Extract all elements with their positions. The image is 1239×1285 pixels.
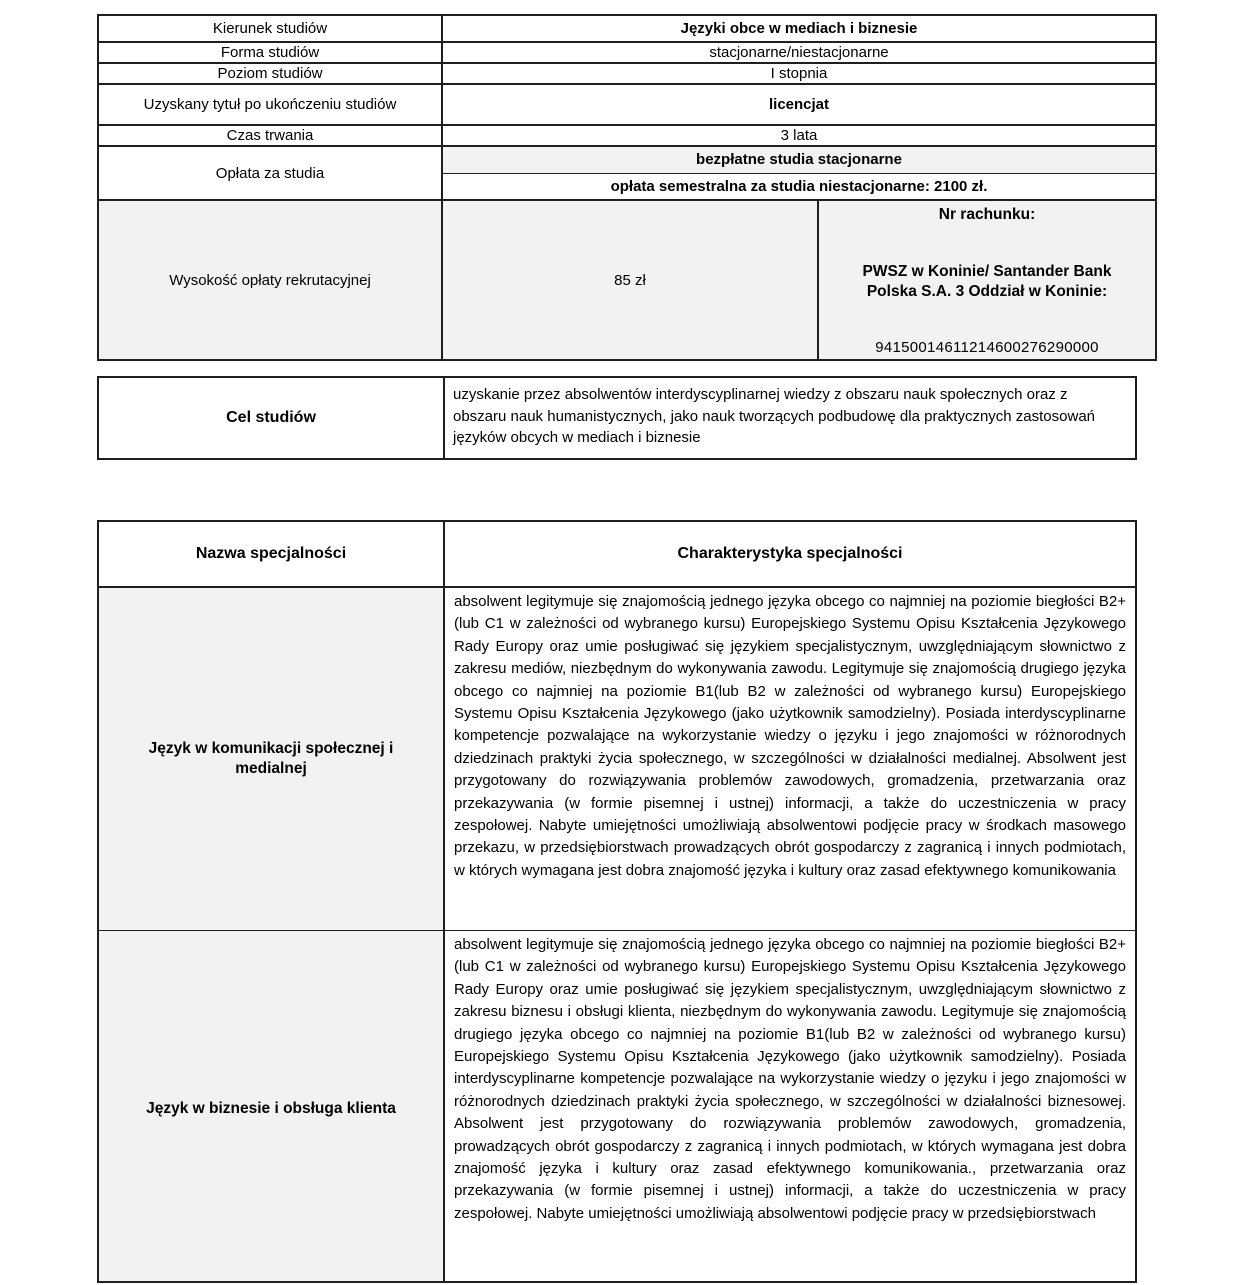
table-row: [99, 62, 1155, 83]
goal-label: Cel studiów: [99, 378, 445, 458]
field-label: Uzyskany tytuł po ukończeniu studiów: [99, 85, 443, 124]
header-row: [99, 522, 1135, 586]
field-label: Opłata za studia: [99, 147, 443, 199]
field-value: stacjonarne/niestacjonarne: [709, 44, 889, 61]
fee-parttime: opłata semestralna za studia niestacjonarne: 2100 zł.: [610, 177, 988, 195]
field-label: Poziom studiów: [99, 64, 443, 83]
account-bank-name: PWSZ w Koninie/ Santander Bank Polska S.A. 3 Oddział w Koninie:: [862, 262, 1112, 300]
fee-stationary: bezpłatne studia stacjonarne: [443, 147, 1155, 174]
field-label: Czas trwania: [99, 126, 443, 145]
fees-values: [443, 147, 1155, 199]
fees-row: [99, 145, 1155, 199]
specialization-name: Język w biznesie i obsługa klienta: [99, 931, 445, 1283]
column-header-name: Nazwa specjalności: [99, 522, 445, 586]
recruitment-fee-amount: 85 zł: [443, 201, 819, 359]
account-number: 94150014611214600276290000: [875, 339, 1099, 356]
field-value: I stopnia: [770, 65, 828, 82]
field-label: Kierunek studiów: [99, 16, 443, 41]
specialization-row: [99, 930, 1135, 1283]
field-label: Forma studiów: [99, 43, 443, 62]
recruitment-fee-row: [99, 199, 1155, 359]
field-label: Wysokość opłaty rekrutacyjnej: [99, 201, 443, 359]
table-row: [99, 16, 1155, 41]
specialization-row: [99, 586, 1135, 930]
field-value: licencjat: [768, 96, 830, 113]
study-facts-table: [97, 14, 1157, 361]
table-row: [99, 124, 1155, 145]
account-title: Nr rachunku:: [938, 206, 1036, 223]
specialization-description: absolwent legitymuje się znajomością jednego języka obcego co najmniej na poziomie biegłości B2+ (lub C1 w zależności od wybranego kursu) Europejskiego Systemu Opisu Kształcenia Językowego Rady Europy oraz umie posługiwać się językiem specjalistycznym, uwzględniającym słownictwo z zakresu mediów, niezbędnym do wykonywania zawodu. Legitymuje się znajomością drugiego języka obcego co najmniej na poziomie B1(lub B2 w zależności od wybranego kursu) Europejskiego Systemu Opisu Kształcenia Językowego (jako użytkownik samodzielny). Posiada interdyscyplinarne kompetencje pozwalające na wykorzystanie wiedzy o języku i jego znajomości w różnorodnych dziedzinach praktyki życia społecznego, w szczególności w działalności medialnej. Absolwent jest przygotowany do rozwiązywania problemów zawodowych, gromadzenia, przetwarzania oraz przekazywania (w formie pisemnej i ustnej) informacji, a także do uczestniczenia w pracy zespołowej. Nabyte umiejętności umożliwiają absolwentowi podjęcie pracy w środkach masowego przekazu, w przedsiębiorstwach prowadzących obrót gospodarczy z zagranicą i innych podmiotach, w których wymagana jest dobra znajomość języka i kultury oraz zasad efektywnego komunikowania: [454, 593, 1126, 879]
study-goal-table: [97, 376, 1137, 460]
field-value: Języki obce w mediach i biznesie: [680, 20, 918, 37]
bank-account-cell: [819, 201, 1155, 359]
goal-text: uzyskanie przez absolwentów interdyscyplinarnej wiedzy z obszaru nauk społecznych oraz z obszaru nauk humanistycznych, jako nauk tworzących podbudowę dla praktycznych zastosowań języków obcych w mediach i biznesie: [453, 386, 1096, 446]
table-row: [99, 378, 1135, 458]
column-header-description: Charakterystyka specjalności: [677, 545, 903, 562]
specialization-description: absolwent legitymuje się znajomością jednego języka obcego co najmniej na poziomie biegłości B2+ (lub C1 w zależności od wybranego kursu) Europejskiego Systemu Opisu Kształcenia Językowego Rady Europy oraz umie posługiwać się językiem specjalistycznym, uwzględniającym słownictwo z zakresu biznesu i obsługi klienta, niezbędnym do wykonywania zawodu. Legitymuje się znajomością drugiego języka obcego co najmniej na poziomie B1(lub B2 w zależności od wybranego kursu) Europejskiego Systemu Opisu Kształcenia Językowego (jako użytkownik samodzielny). Posiada interdyscyplinarne kompetencje pozwalające na wykorzystanie wiedzy o języku i jego znajomości w różnorodnych dziedzinach praktyki życia społecznego, w szczególności w działalności biznesowej. Absolwent jest przygotowany do rozwiązywania problemów zawodowych, gromadzenia, prowadzących obrót gospodarczy z zagranicą i innych podmiotach, w których wymagana jest dobra znajomość języka i kultury oraz zasad efektywnego komunikowania., przetwarzania oraz przekazywania (w formie pisemnej i ustnej) informacji, a także do uczestniczenia w pracy zespołowej. Nabyte umiejętności umożliwiają absolwentowi podjęcie pracy w przedsiębiorstwach: [454, 936, 1126, 1222]
table-row: [99, 83, 1155, 124]
table-row: [99, 41, 1155, 62]
specialization-name: Język w komunikacji społecznej i medialnej: [99, 588, 445, 930]
specializations-table: [97, 520, 1137, 1283]
field-value: 3 lata: [780, 127, 818, 144]
